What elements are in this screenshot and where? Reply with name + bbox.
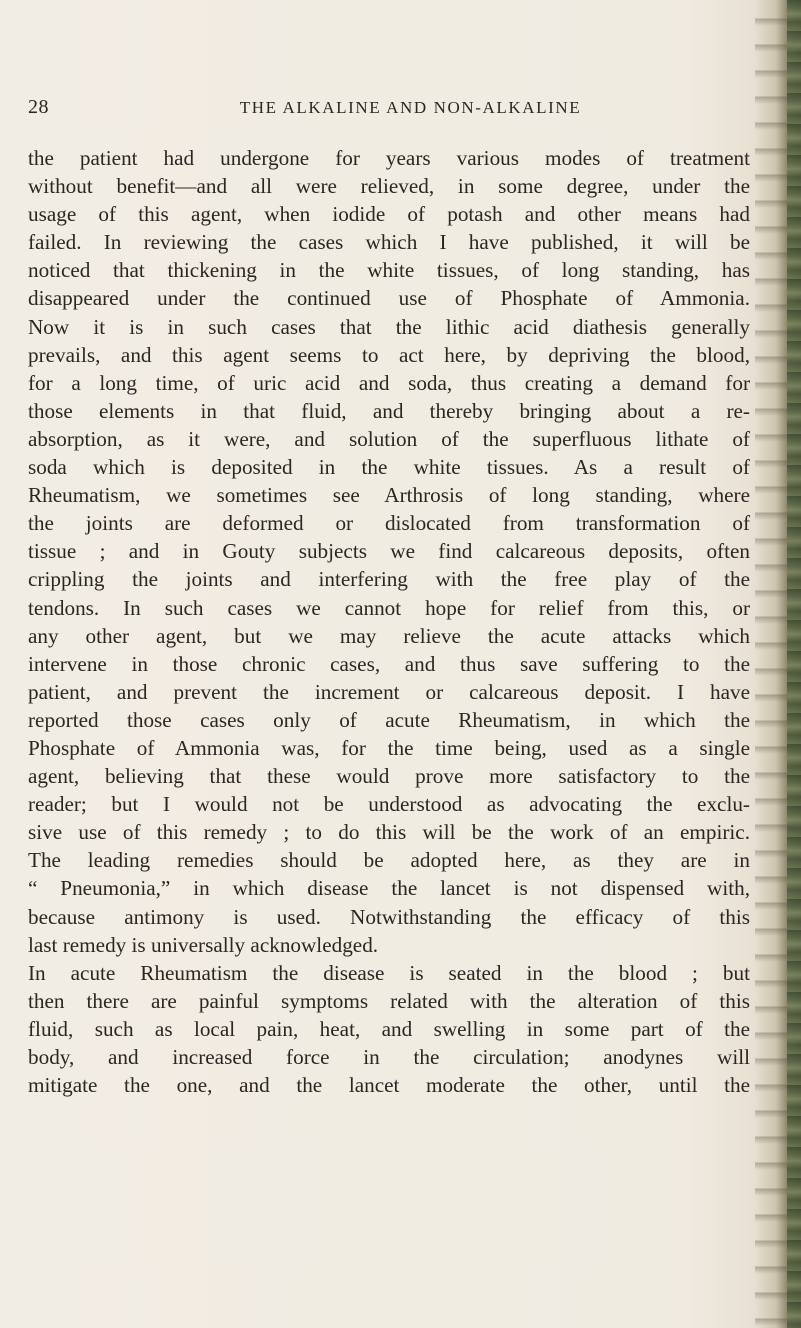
text-line: absorption, as it were, and solution of the superfluous lithate of [28, 426, 750, 451]
text-line: last remedy is universally acknowledged. [28, 932, 379, 957]
text-line: usage of this agent, when iodide of potash and other means had [28, 202, 750, 227]
page-number: 28 [28, 96, 49, 118]
text-line: reported those cases only of acute Rheumatism, in which the [28, 707, 750, 732]
text-line: noticed that thickening in the white tissues, of long standing, has [28, 258, 750, 283]
body-text [28, 144, 750, 1099]
book-binding-edge [787, 0, 801, 1328]
text-line: fluid, such as local pain, heat, and swelling in some part of the [28, 1016, 750, 1041]
text-line: sive use of this remedy ; to do this will be the work of an empiric. [28, 820, 750, 845]
page-header [28, 96, 733, 122]
text-line: disappeared under the continued use of Phosphate of Ammonia. [28, 286, 750, 311]
text-line: crippling the joints and interfering with the free play of the [28, 567, 750, 592]
text-line: then there are painful symptoms related with the alteration of this [28, 988, 750, 1013]
text-line: reader; but I would not be understood as advocating the exclu- [28, 792, 750, 817]
text-line: tendons. In such cases we cannot hope for relief from this, or [28, 595, 750, 620]
text-line: The leading remedies should be adopted here, as they are in [28, 848, 750, 873]
text-line: intervene in those chronic cases, and thus save suffering to the [28, 651, 750, 676]
text-line: agent, believing that these would prove more satisfactory to the [28, 764, 750, 789]
text-line: without benefit—and all were relieved, in some degree, under the [28, 174, 750, 199]
text-line: Phosphate of Ammonia was, for the time being, used as a single [28, 735, 750, 760]
text-line: “ Pneumonia,” in which disease the lancet is not dispensed with, [28, 876, 750, 901]
text-line: for a long time, of uric acid and soda, thus creating a demand for [28, 370, 750, 395]
text-line: those elements in that fluid, and thereby bringing about a re- [28, 398, 750, 423]
text-line: Now it is in such cases that the lithic acid diathesis generally [28, 314, 750, 339]
text-line: tissue ; and in Gouty subjects we find calcareous deposits, often [28, 539, 750, 564]
text-line: any other agent, but we may relieve the acute attacks which [28, 623, 750, 648]
text-line: soda which is deposited in the white tissues. As a result of [28, 455, 750, 480]
text-line: patient, and prevent the increment or calcareous deposit. I have [28, 679, 750, 704]
text-line: failed. In reviewing the cases which I have published, it will be [28, 230, 750, 255]
text-line: mitigate the one, and the lancet moderate the other, until the [28, 1073, 750, 1098]
text-line: because antimony is used. Notwithstanding the efficacy of this [28, 904, 750, 929]
text-line: prevails, and this agent seems to act here, by depriving the blood, [28, 342, 750, 367]
text-line: the patient had undergone for years various modes of treatment [28, 146, 750, 170]
page-edge-shadow [755, 0, 801, 1328]
text-line: In acute Rheumatism the disease is seated in the blood ; but [28, 960, 750, 985]
text-line: Rheumatism, we sometimes see Arthrosis of long standing, where [28, 483, 750, 508]
running-head: THE ALKALINE AND NON-ALKALINE [239, 98, 582, 117]
text-line: body, and increased force in the circulation; anodynes will [28, 1045, 750, 1069]
text-line: the joints are deformed or dislocated from transformation of [28, 511, 750, 536]
